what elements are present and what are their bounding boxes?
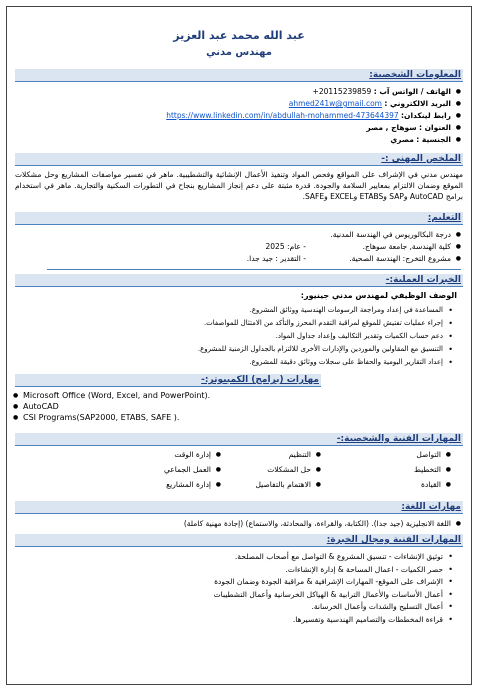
email-row: ● البريد الالكتروني : ahmed241w@gmail.com xyxy=(166,98,461,110)
personal-list xyxy=(166,86,461,146)
technical-skill-item: • أعمال الأساسات والأعمال الترابية & الهياكل الخرسانية وأعمال التشطيبات xyxy=(214,589,453,602)
section-summary-heading: الملخص المهني :- xyxy=(15,153,463,166)
soft-skill-item: ● التخطيط xyxy=(414,465,451,474)
language-item: ● اللغة الانجليزية (جيد جدا). (الكتابة، والقراءة، والمحادثة، والاستماع) (إجادة مهنية كاملة) xyxy=(184,518,461,530)
candidate-name: عبد الله محمد عبد العزيز xyxy=(173,29,305,42)
project-item: ● مشروع التخرج: الهندسة الصحية. - التقدير : جيد جدا. xyxy=(161,253,461,265)
technical-skills-list xyxy=(214,551,453,626)
experience-item: • إعداد التقارير اليومية والحفاظ على سجلات ووثائق دقيقة للمشروع. xyxy=(198,356,453,369)
degree-item: ● درجة البكالوريوس في الهندسة المدنية. xyxy=(161,229,461,241)
soft-skill-item: ● التنظيم xyxy=(289,450,321,459)
technical-skill-item: • توثيق الإنشاءات - تنسيق المشروع & التواصل مع أصحاب المصلحة. xyxy=(214,551,453,564)
soft-skill-item: ● حل المشكلات xyxy=(267,465,321,474)
graduation-year: - عام: 2025 xyxy=(265,242,306,251)
computer-skill-item: ● Microsoft Office (Word, Excel, and PowerPoint). xyxy=(13,390,210,401)
education-divider xyxy=(47,269,461,270)
phone-row: ● الهاتف / الواتس آب : +20115239859 xyxy=(166,86,461,98)
technical-skill-item: • حصر الكميات - اعمال المساحة & إدارة الإنشاءات. xyxy=(214,564,453,577)
section-computer-heading: مهارات (برامج) الكمبيوتر:- xyxy=(15,374,321,387)
experience-item: • إجراء عمليات تفتيش للموقع لمراقبة التقدم المحرز والتأكد من الامتثال للمواصفات. xyxy=(198,317,453,330)
college-item: ● كلية الهندسة, جامعة سوهاج. - عام: 2025 xyxy=(161,241,461,253)
technical-skill-item: • الإشراف على الموقع- المهارات الإشرافية & مراقبة الجودة وضمان الجودة xyxy=(214,576,453,589)
computer-skill-item: ● AutoCAD xyxy=(13,401,210,412)
email-link[interactable]: ahmed241w@gmail.com xyxy=(288,99,382,108)
education-list xyxy=(161,229,461,265)
computer-skills-list xyxy=(13,390,210,423)
section-experience-heading: الخبرات العملية:- xyxy=(15,274,463,287)
summary-text: مهندس مدني في الإشراف على المواقع وفحص المواد وتنفيذ الأعمال الإنشائية والتشطيبية. ماهر في تفسير مواصفات المشاريع وحل مشكلات الموقع وضمان الالتزام بمعايير السلامة والجودة. قدرة مثبتة على دعم إنجاز المشاريع بنجاح في التطورات السكنية والتجارية. ماهر في استخدام برامج AutoCAD وSAP وETABS وEXCEL وSAFE. xyxy=(15,170,463,201)
experience-item: • التنسيق مع المقاولين والموردين والإدارات الأخرى للالتزام بالجداول الزمنية للمشروع. xyxy=(198,343,453,356)
soft-skill-item: ● الاهتمام بالتفاصيل xyxy=(255,480,321,489)
technical-skill-item: • أعمال التسليح والشدات وأعمال الخرسانة. xyxy=(214,601,453,614)
soft-skill-item: ● التواصل xyxy=(416,450,451,459)
languages-list xyxy=(184,518,461,530)
section-soft-skills-heading: المهارات الفنية والشخصية:- xyxy=(15,433,463,446)
phone-value: +20115239859 xyxy=(312,87,372,96)
job-title: الوصف الوظيفي لمهندس مدني جينيور: xyxy=(300,291,457,300)
computer-skill-item: ● CSI Programs(SAP2000, ETABS, SAFE ). xyxy=(13,412,210,423)
section-languages-heading: مهارات اللغة: xyxy=(15,501,463,514)
soft-skills-grid xyxy=(31,450,451,500)
section-education-heading: التعليم: xyxy=(15,212,463,225)
soft-skill-item: ● إدارة الوقت xyxy=(174,450,221,459)
section-personal-heading: المعلومات الشخصية: xyxy=(15,69,463,82)
resume-page xyxy=(6,6,472,685)
section-technical-heading: المهارات الفنية ومجال الخبرة: xyxy=(15,534,463,547)
address-row: ● العنوان : سوهاج , مصر xyxy=(166,122,461,134)
nationality-row: ● الجنسية : مصري xyxy=(166,134,461,146)
soft-skill-item: ● إدارة المشاريع xyxy=(166,480,221,489)
soft-skill-item: ● العمل الجماعي xyxy=(164,465,221,474)
linkedin-row: ● رابط لينكدان: https://www.linkedin.com/in/abdullah-mohammed-473644397 xyxy=(166,110,461,122)
grade: - التقدير : جيد جدا. xyxy=(246,254,306,263)
technical-skill-item: • قراءة المخططات والتصاميم الهندسية وتفسيرها. xyxy=(214,614,453,627)
soft-skill-item: ● القيادة xyxy=(421,480,451,489)
linkedin-link[interactable]: https://www.linkedin.com/in/abdullah-mohammed-473644397 xyxy=(166,111,399,120)
candidate-title: مهندس مدني xyxy=(206,47,272,58)
experience-list xyxy=(198,304,453,369)
experience-item: • المساعدة في إعداد ومراجعة الرسومات الهندسية ووثائق المشروع. xyxy=(198,304,453,317)
experience-item: • دعم حساب الكميات وتقدير التكاليف وإعداد جداول المواد. xyxy=(198,330,453,343)
